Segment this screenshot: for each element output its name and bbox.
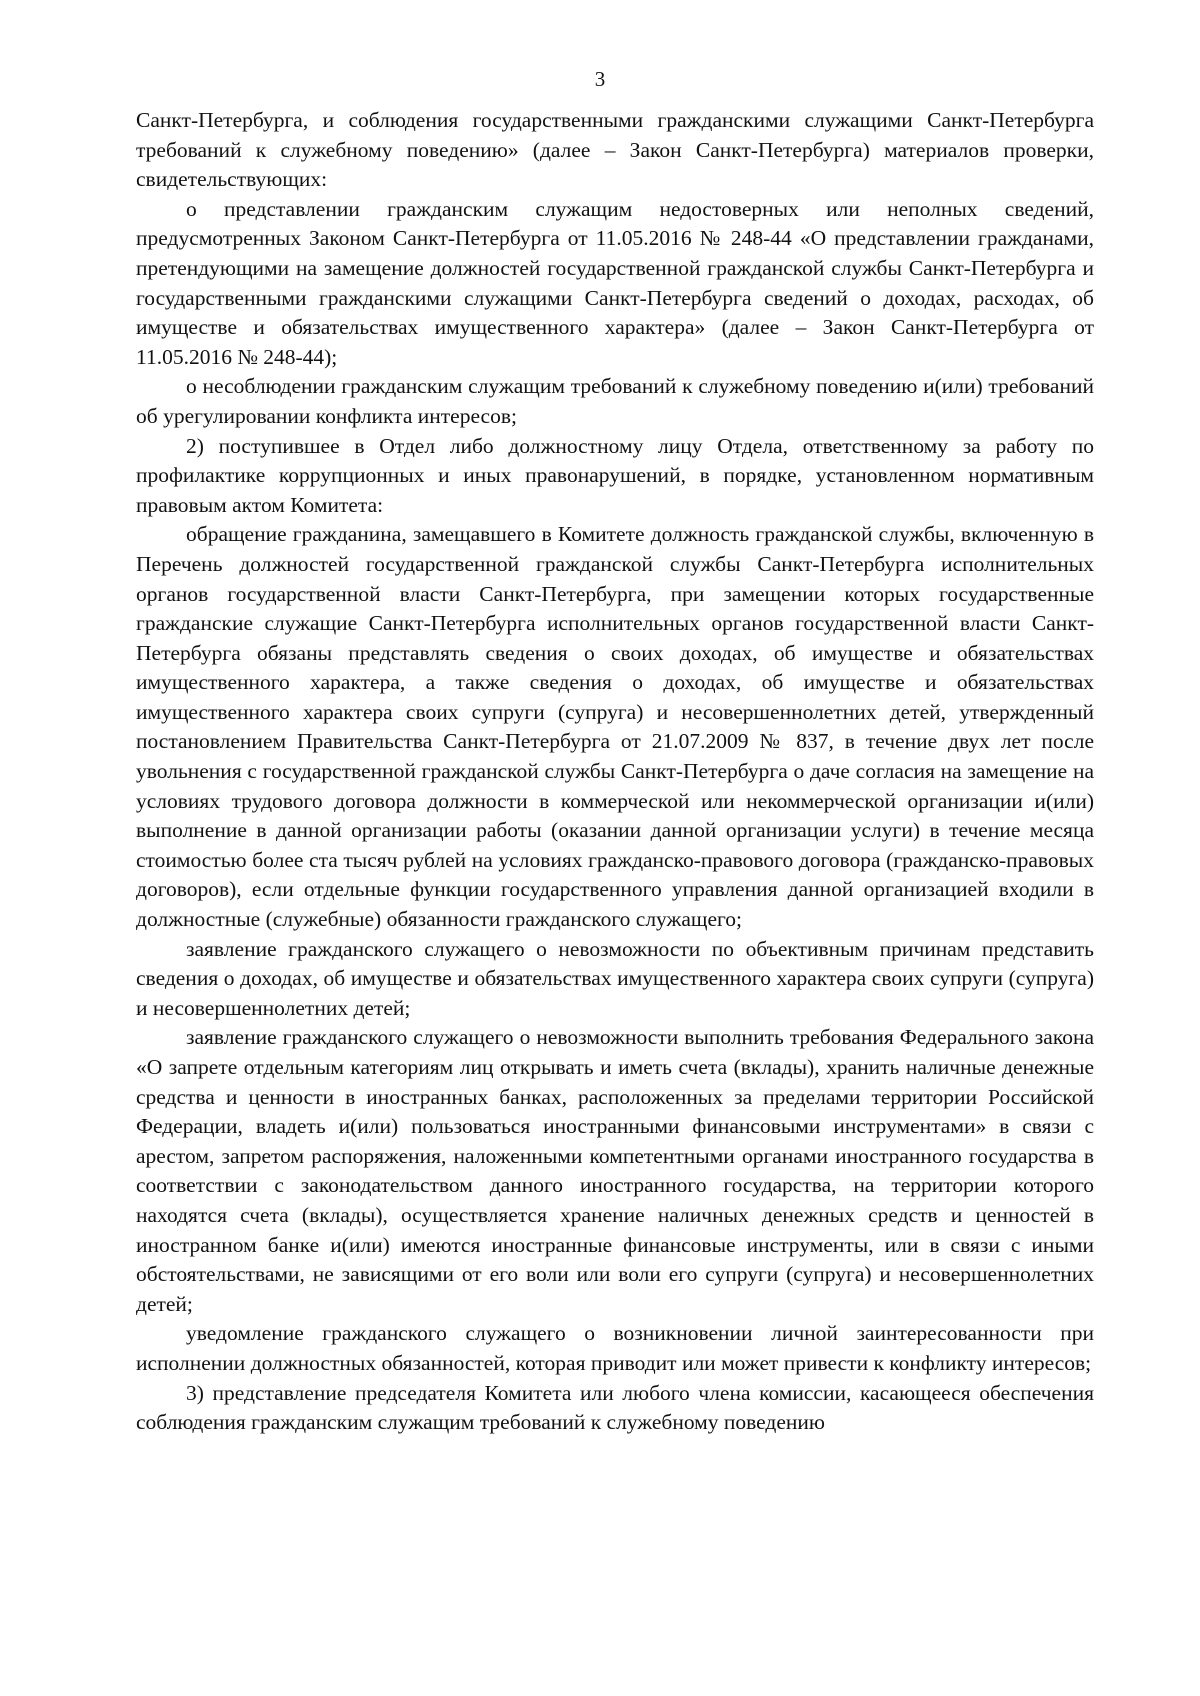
- paragraph-inaccurate-information: о представлении гражданским служащим недостоверных или неполных сведений, предусмотренных Законом Санкт-Петербурга от 11.05.2016 № 248-44 «О представлении гражданами, претендующими на замещение должностей государственной гражданской службы Санкт-Петербурга и государственными гражданскими служащими Санкт-Петербурга сведений о доходах, расходах, об имуществе и обязательствах имущественного характера» (далее – Закон Санкт-Петербурга от 11.05.2016 № 248-44);: [136, 196, 1094, 369]
- paragraph-item-3: 3) представление председателя Комитета или любого члена комиссии, касающееся обеспечения соблюдения гражданским служащим требований к служебному поведению: [136, 1380, 1094, 1435]
- paragraph-noncompliance: о несоблюдении гражданским служащим требований к служебному поведению и(или) требований об урегулировании конфликта интересов;: [136, 374, 1094, 428]
- paragraph-statement-foreign-accounts: заявление гражданского служащего о невозможности выполнить требования Федерального закона «О запрете отдельным категориям лиц открывать и иметь счета (вклады), хранить наличные денежные средства и ценности в иностранных банках, расположенных за пределами территории Российской Федерации, владеть и(или) пользоваться иностранными финансовыми инструментами» в связи с арестом, запретом распоряжения, наложенными компетентными органами иностранного государства в соответствии с законодательством данного иностранного государства, на территории которого находятся счета (вклады), осуществляется хранение наличных денежных средств и ценностей в иностранном банке и(или) имеются иностранные финансовые инструменты, или в связи с иными обстоятельствами, не зависящими от его воли или воли его супруги (супруга) и несовершеннолетних детей;: [136, 1025, 1094, 1316]
- page-number: 3: [594, 67, 606, 91]
- paragraph-continuation: Санкт-Петербурга, и соблюдения государственными гражданскими служащими Санкт-Петербурга требований к служебному поведению» (далее – Закон Санкт-Петербурга) материалов проверки, свидетельствующих:: [136, 108, 1094, 192]
- paragraph-statement-income: заявление гражданского служащего о невозможности по объективным причинам представить сведения о доходах, об имуществе и обязательствах имущественного характера своих супруги (супруга) и несовершеннолетних детей;: [136, 936, 1094, 1020]
- document-body: [136, 106, 1094, 1438]
- paragraph-item-2: 2) поступившее в Отдел либо должностному лицу Отдела, ответственному за работу по профилактике коррупционных и иных правонарушений, в порядке, установленном нормативным правовым актом Комитета:: [136, 433, 1094, 517]
- paragraph-citizen-appeal: обращение гражданина, замещавшего в Комитете должность гражданской службы, включенную в Перечень должностей государственной гражданской службы Санкт-Петербурга исполнительных органов государственной власти Санкт-Петербурга, при замещении которых государственные гражданские служащие Санкт-Петербурга исполнительных органов государственной власти Санкт-Петербурга обязаны представлять сведения о своих доходах, об имуществе и обязательствах имущественного характера, а также сведения о доходах, об имуществе и обязательствах имущественного характера своих супруги (супруга) и несовершеннолетних детей, утвержденный постановлением Правительства Санкт-Петербурга от 21.07.2009 № 837, в течение двух лет после увольнения с государственной гражданской службы Санкт-Петербурга о даче согласия на замещение на условиях трудового договора должности в коммерческой или некоммерческой организации и(или) выполнение в данной организации работы (оказании данной организации услуги) в течение месяца стоимостью более ста тысяч рублей на условиях гражданско-правового договора (гражданско-правовых договоров), если отдельные функции государственного управления данной организацией входили в должностные (служебные) обязанности гражданского служащего;: [136, 522, 1094, 932]
- paragraph-notification-conflict: уведомление гражданского служащего о возникновении личной заинтересованности при исполнении должностных обязанностей, которая приводит или может привести к конфликту интересов;: [136, 1321, 1094, 1375]
